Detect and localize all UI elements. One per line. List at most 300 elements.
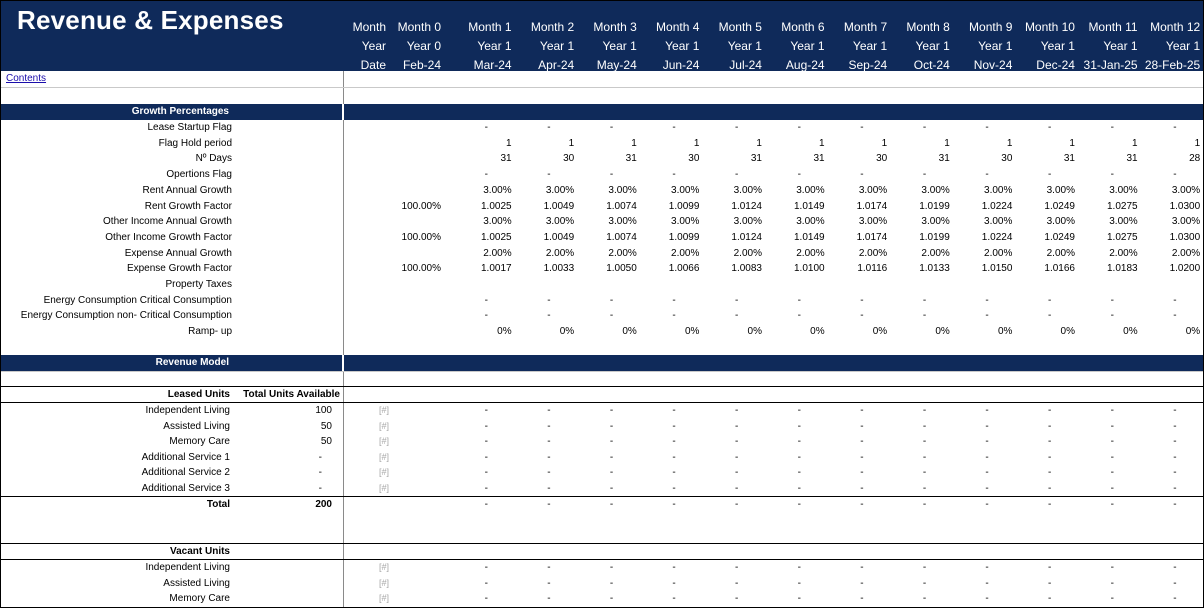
month-value-4: - bbox=[672, 169, 676, 181]
leased-unit-label: Additional Service 1 bbox=[141, 451, 230, 463]
month-value-9: 1.0224 bbox=[981, 231, 1013, 243]
month-value-6: - bbox=[797, 310, 801, 322]
total-month-value-3: - bbox=[609, 499, 614, 510]
month-value-11: 2.00% bbox=[1109, 247, 1138, 259]
growth-row bbox=[1, 136, 1204, 152]
total-month-value-1: - bbox=[484, 499, 488, 510]
input-placeholder[interactable]: [#] bbox=[378, 405, 389, 415]
input-placeholder[interactable]: [#] bbox=[378, 562, 389, 572]
month-value-12: - bbox=[1173, 562, 1177, 573]
month-value-3: - bbox=[609, 169, 614, 181]
month-value-1: - bbox=[484, 593, 488, 605]
header-month-1-m: Month 1 bbox=[468, 20, 512, 34]
header-month-7-d: Sep-24 bbox=[848, 58, 888, 72]
month-value-7: - bbox=[860, 562, 864, 573]
month-value-8: - bbox=[922, 436, 927, 448]
leased-unit-count: 50 bbox=[320, 420, 332, 432]
growth-row bbox=[1, 230, 1204, 246]
month-value-4: - bbox=[672, 467, 676, 479]
month-value-5: - bbox=[735, 593, 739, 605]
month-value-2: 1.0049 bbox=[543, 231, 575, 243]
month-value-7: 0% bbox=[872, 326, 888, 338]
month-value-3: - bbox=[609, 436, 614, 448]
month-value-9: - bbox=[985, 405, 989, 416]
total-month-value-7: - bbox=[860, 499, 864, 510]
input-placeholder[interactable]: [#] bbox=[378, 467, 389, 478]
leased-unit-label: Memory Care bbox=[169, 436, 230, 448]
month-value-1: - bbox=[484, 122, 488, 133]
growth-row-label: Other Income Growth Factor bbox=[105, 231, 232, 243]
month-value-9: 30 bbox=[1001, 153, 1013, 165]
month-value-5: - bbox=[735, 294, 739, 306]
vacant-unit-label: Independent Living bbox=[145, 562, 230, 573]
month-value-7: - bbox=[860, 577, 864, 589]
month-value-12: - bbox=[1173, 169, 1177, 181]
header-month-4-m: Month 4 bbox=[656, 20, 700, 34]
header-month-1-y: Year 1 bbox=[477, 39, 512, 53]
month-value-4: - bbox=[672, 483, 676, 494]
month-value-9: - bbox=[985, 577, 989, 589]
month-value-10: - bbox=[1048, 593, 1052, 605]
month-value-3: 2.00% bbox=[608, 247, 637, 259]
month-value-3: - bbox=[609, 483, 614, 494]
growth-row bbox=[1, 246, 1204, 262]
month-0-value bbox=[344, 136, 441, 152]
month-value-6: 0% bbox=[810, 326, 825, 338]
month-value-1: 1.0017 bbox=[481, 263, 512, 275]
month-value-10: - bbox=[1048, 577, 1052, 589]
month-value-10: - bbox=[1048, 483, 1052, 494]
month-value-12: 1.0300 bbox=[1169, 231, 1201, 243]
header-month-10-m: Month 10 bbox=[1024, 20, 1075, 34]
input-placeholder[interactable]: [#] bbox=[378, 577, 389, 588]
header-month-5-m: Month 5 bbox=[718, 20, 762, 34]
input-placeholder[interactable]: [#] bbox=[378, 451, 389, 462]
month-value-3: - bbox=[609, 562, 614, 573]
month-value-7: 1 bbox=[881, 137, 888, 149]
month-value-7: - bbox=[860, 451, 864, 463]
month-value-8: - bbox=[922, 122, 927, 133]
month-value-12: - bbox=[1173, 122, 1177, 133]
month-value-7: - bbox=[860, 483, 864, 494]
month-value-12: - bbox=[1173, 310, 1177, 322]
month-value-5: - bbox=[735, 451, 739, 463]
month-value-8: - bbox=[922, 169, 927, 181]
input-placeholder[interactable]: [#] bbox=[378, 420, 389, 431]
month-value-5: - bbox=[735, 310, 739, 322]
growth-row-label: Energy Consumption Critical Consumption bbox=[43, 294, 232, 306]
leased-units-header-row bbox=[1, 387, 1204, 403]
total-month-value-8: - bbox=[922, 499, 927, 510]
month-value-8: 31 bbox=[938, 153, 950, 165]
total-units-value: 200 bbox=[315, 499, 332, 510]
growth-row bbox=[1, 151, 1204, 167]
month-value-7: - bbox=[860, 467, 864, 479]
month-value-8: - bbox=[922, 310, 927, 322]
month-value-2: 3.00% bbox=[545, 216, 575, 228]
growth-row-label: Rent Growth Factor bbox=[144, 200, 232, 212]
vacant-units-header-row bbox=[1, 544, 1204, 560]
month-value-9: 3.00% bbox=[984, 184, 1013, 196]
month-value-6: - bbox=[797, 562, 801, 573]
growth-row bbox=[1, 214, 1204, 230]
month-value-5: 31 bbox=[750, 153, 762, 165]
month-value-10: 1 bbox=[1069, 137, 1075, 149]
month-value-2: 1.0049 bbox=[543, 200, 575, 212]
month-value-3: 1 bbox=[631, 137, 637, 149]
section-band-growth bbox=[1, 104, 1204, 120]
growth-row bbox=[1, 324, 1204, 340]
month-value-11: 1.0183 bbox=[1107, 263, 1138, 275]
month-value-4: 2.00% bbox=[671, 247, 700, 259]
month-value-6: 1 bbox=[819, 137, 825, 149]
month-value-8: 3.00% bbox=[921, 184, 950, 196]
growth-row-label: Ramp- up bbox=[188, 326, 232, 338]
month-value-1: 1.0025 bbox=[481, 231, 512, 243]
month-value-3 bbox=[575, 277, 637, 293]
section-title-growth: Growth Percentages bbox=[131, 106, 229, 117]
month-value-11: - bbox=[1110, 294, 1114, 306]
month-value-6: - bbox=[797, 577, 801, 589]
header-month-0-d: Feb-24 bbox=[402, 58, 441, 72]
month-value-5: 1 bbox=[756, 137, 762, 149]
month-value-4: 0% bbox=[684, 326, 700, 338]
header-label-date: Date bbox=[360, 58, 386, 72]
month-value-6 bbox=[763, 277, 825, 293]
month-value-2: - bbox=[547, 483, 551, 494]
total-month-value-11: - bbox=[1110, 499, 1114, 510]
month-value-6: 31 bbox=[813, 153, 825, 165]
month-value-3: - bbox=[609, 593, 614, 605]
month-value-8: - bbox=[922, 562, 927, 573]
input-placeholder[interactable]: [#] bbox=[378, 436, 389, 447]
header-month-0-m: Month 0 bbox=[397, 20, 441, 34]
month-value-9 bbox=[951, 277, 1013, 293]
month-value-2: - bbox=[547, 310, 551, 322]
month-value-10: - bbox=[1048, 405, 1052, 416]
month-value-1: 2.00% bbox=[483, 247, 512, 259]
vacant-unit-row bbox=[1, 576, 1204, 592]
month-value-1: 1.0025 bbox=[481, 200, 512, 212]
month-value-8: - bbox=[922, 467, 927, 479]
month-value-1: - bbox=[484, 436, 488, 448]
month-value-7: - bbox=[860, 122, 864, 133]
contents-link[interactable]: Contents bbox=[6, 73, 47, 84]
month-value-1: 3.00% bbox=[483, 184, 512, 196]
month-value-12: - bbox=[1173, 577, 1177, 589]
month-value-3: 31 bbox=[625, 153, 637, 165]
month-value-11: - bbox=[1110, 122, 1114, 133]
month-value-6: 1.0149 bbox=[794, 231, 825, 243]
leased-unit-count: - bbox=[318, 451, 322, 463]
leased-unit-label: Assisted Living bbox=[163, 420, 230, 432]
month-value-7: 3.00% bbox=[858, 184, 888, 196]
month-value-12: - bbox=[1173, 467, 1177, 479]
month-value-8: 1.0199 bbox=[919, 231, 950, 243]
total-month-value-9: - bbox=[985, 499, 989, 510]
total-month-value-2: - bbox=[547, 499, 551, 510]
header-month-9-m: Month 9 bbox=[969, 20, 1013, 34]
header-month-11-y: Year 1 bbox=[1103, 39, 1138, 53]
month-value-6: - bbox=[797, 122, 801, 133]
month-value-6: 1.0149 bbox=[794, 200, 825, 212]
month-value-4: 1 bbox=[693, 137, 700, 149]
month-value-4: - bbox=[672, 577, 676, 589]
month-value-12: 3.00% bbox=[1171, 184, 1201, 196]
month-value-10: 31 bbox=[1063, 153, 1075, 165]
month-value-10: - bbox=[1048, 562, 1052, 573]
month-value-8: 0% bbox=[935, 326, 950, 338]
leased-unit-label: Additional Service 3 bbox=[141, 483, 230, 494]
header-month-1-d: Mar-24 bbox=[473, 58, 512, 72]
month-0-value bbox=[344, 214, 441, 230]
header-month-8-d: Oct-24 bbox=[913, 58, 950, 72]
growth-row-label: Nº Days bbox=[195, 153, 232, 165]
total-label: Total bbox=[206, 499, 230, 510]
month-value-9: 0% bbox=[997, 326, 1013, 338]
month-value-3: 1.0074 bbox=[606, 200, 637, 212]
month-value-12: 0% bbox=[1185, 326, 1201, 338]
month-value-4: - bbox=[672, 436, 676, 448]
month-value-7: 2.00% bbox=[858, 247, 888, 259]
month-value-12: - bbox=[1173, 436, 1177, 448]
month-value-3: - bbox=[609, 420, 614, 432]
month-0-value: 100.00% bbox=[401, 231, 441, 243]
month-value-10: - bbox=[1048, 420, 1052, 432]
total-month-value-10: - bbox=[1048, 499, 1052, 510]
month-value-8: 1 bbox=[944, 137, 950, 149]
header-month-3-d: May-24 bbox=[596, 58, 637, 72]
month-value-6: - bbox=[797, 467, 801, 479]
growth-row-label: Energy Consumption non- Critical Consumption bbox=[20, 310, 232, 322]
month-0-value bbox=[344, 277, 441, 293]
header-month-10-y: Year 1 bbox=[1040, 39, 1075, 53]
month-value-6: 3.00% bbox=[796, 216, 825, 228]
month-value-11: - bbox=[1110, 405, 1114, 416]
month-0-value bbox=[344, 120, 441, 136]
month-value-11: - bbox=[1110, 310, 1114, 322]
growth-row bbox=[1, 120, 1204, 136]
month-value-2: 1.0033 bbox=[543, 263, 575, 275]
header-month-8-y: Year 1 bbox=[915, 39, 950, 53]
month-value-12: - bbox=[1173, 451, 1177, 463]
month-value-12: 3.00% bbox=[1171, 216, 1201, 228]
page-title: Revenue & Expenses bbox=[17, 5, 284, 35]
month-value-11: - bbox=[1110, 562, 1114, 573]
month-value-5: 1.0124 bbox=[731, 200, 762, 212]
month-value-4: 30 bbox=[688, 153, 700, 165]
month-value-6: - bbox=[797, 169, 801, 181]
month-value-9: - bbox=[985, 436, 989, 448]
month-value-9: 2.00% bbox=[984, 247, 1013, 259]
month-value-11: - bbox=[1110, 577, 1114, 589]
month-value-9: - bbox=[985, 169, 989, 181]
month-value-4: - bbox=[672, 562, 676, 573]
month-value-10: 3.00% bbox=[1046, 216, 1075, 228]
header-label-month: Month bbox=[352, 20, 386, 34]
month-value-5: - bbox=[735, 562, 739, 573]
month-value-5: - bbox=[735, 405, 739, 416]
total-month-value-5: - bbox=[735, 499, 739, 510]
month-value-7: - bbox=[860, 310, 864, 322]
leased-unit-count: 50 bbox=[320, 436, 332, 448]
month-value-2: - bbox=[547, 169, 551, 181]
month-value-7 bbox=[826, 277, 888, 293]
month-value-9: - bbox=[985, 420, 989, 432]
month-value-11: - bbox=[1110, 169, 1114, 181]
header-month-7-y: Year 1 bbox=[852, 39, 888, 53]
month-value-5: - bbox=[735, 420, 739, 432]
header-month-6-d: Aug-24 bbox=[785, 58, 825, 72]
month-value-2: - bbox=[547, 562, 551, 573]
month-value-7: - bbox=[860, 420, 864, 432]
header-month-8-m: Month 8 bbox=[906, 20, 950, 34]
month-value-3: - bbox=[609, 294, 614, 306]
month-value-1: 31 bbox=[500, 153, 512, 165]
month-value-10: 0% bbox=[1060, 326, 1075, 338]
leased-unit-count: - bbox=[318, 467, 322, 479]
month-value-9: - bbox=[985, 562, 989, 573]
month-value-9: - bbox=[985, 467, 989, 479]
month-value-11: 3.00% bbox=[1109, 216, 1138, 228]
total-row bbox=[1, 497, 1204, 513]
month-value-10: - bbox=[1048, 122, 1052, 133]
month-value-11: - bbox=[1110, 451, 1114, 463]
month-value-5: 1.0124 bbox=[731, 231, 762, 243]
month-value-5: 2.00% bbox=[733, 247, 762, 259]
month-value-5: 3.00% bbox=[733, 184, 762, 196]
month-0-value bbox=[344, 293, 441, 309]
growth-row-label: Opertions Flag bbox=[166, 169, 232, 181]
month-value-1: - bbox=[484, 562, 488, 573]
month-value-11: - bbox=[1110, 483, 1114, 494]
month-value-5: - bbox=[735, 577, 739, 589]
month-value-2: 30 bbox=[563, 153, 575, 165]
month-value-5 bbox=[700, 277, 762, 293]
month-value-8: - bbox=[922, 483, 927, 494]
month-value-11: 31 bbox=[1126, 153, 1138, 165]
month-value-12 bbox=[1139, 277, 1201, 293]
month-0-value bbox=[344, 308, 441, 324]
month-value-4 bbox=[638, 277, 700, 293]
growth-row bbox=[1, 261, 1204, 277]
month-value-9: 3.00% bbox=[984, 216, 1013, 228]
month-value-10 bbox=[1013, 277, 1075, 293]
month-value-9: 1.0224 bbox=[981, 200, 1013, 212]
month-value-4: - bbox=[672, 420, 676, 432]
growth-row bbox=[1, 167, 1204, 183]
month-value-10: - bbox=[1048, 436, 1052, 448]
month-value-3: 3.00% bbox=[608, 216, 637, 228]
month-value-1: - bbox=[484, 451, 488, 463]
month-value-11: 3.00% bbox=[1109, 184, 1138, 196]
month-value-4: 1.0099 bbox=[668, 200, 700, 212]
month-value-3: 1.0074 bbox=[606, 231, 637, 243]
month-value-10: - bbox=[1048, 451, 1052, 463]
header-month-6-m: Month 6 bbox=[781, 20, 825, 34]
header-month-0-y: Year 0 bbox=[406, 39, 441, 53]
month-value-8: 1.0199 bbox=[919, 200, 950, 212]
header-month-11-d: 31-Jan-25 bbox=[1083, 58, 1138, 72]
month-value-6: 3.00% bbox=[796, 184, 825, 196]
month-value-11: - bbox=[1110, 436, 1114, 448]
month-value-8: 1.0133 bbox=[919, 263, 950, 275]
total-month-value-12: - bbox=[1173, 499, 1177, 510]
month-0-value bbox=[344, 151, 441, 167]
month-value-12: 1.0300 bbox=[1169, 200, 1201, 212]
month-value-11: - bbox=[1110, 467, 1114, 479]
vacant-unit-row bbox=[1, 591, 1204, 607]
input-placeholder[interactable]: [#] bbox=[378, 593, 389, 604]
month-value-3: - bbox=[609, 122, 614, 133]
month-value-8: - bbox=[922, 420, 927, 432]
month-value-5: 3.00% bbox=[733, 216, 762, 228]
month-0-value bbox=[344, 324, 441, 340]
header-month-12-y: Year 1 bbox=[1165, 39, 1201, 53]
month-value-3: 1.0050 bbox=[606, 263, 637, 275]
month-0-value bbox=[344, 167, 441, 183]
growth-row bbox=[1, 199, 1204, 215]
input-placeholder[interactable]: [#] bbox=[378, 483, 389, 493]
growth-row bbox=[1, 308, 1204, 324]
header-month-9-d: Nov-24 bbox=[973, 58, 1013, 72]
month-value-2: - bbox=[547, 420, 551, 432]
leased-unit-row bbox=[1, 465, 1204, 481]
month-value-4: - bbox=[672, 593, 676, 605]
header-month-9-y: Year 1 bbox=[978, 39, 1013, 53]
header-month-5-y: Year 1 bbox=[727, 39, 762, 53]
growth-row-label: Expense Annual Growth bbox=[124, 247, 232, 259]
month-value-4: - bbox=[672, 122, 676, 133]
leased-units-header: Leased Units bbox=[167, 389, 230, 400]
header-month-10-d: Dec-24 bbox=[1036, 58, 1075, 72]
month-value-9: - bbox=[985, 593, 989, 605]
month-value-10: 3.00% bbox=[1046, 184, 1075, 196]
month-value-12: 1.0200 bbox=[1169, 263, 1201, 275]
month-value-10: 2.00% bbox=[1046, 247, 1075, 259]
growth-row-label: Rent Annual Growth bbox=[142, 184, 232, 196]
month-value-10: - bbox=[1048, 169, 1052, 181]
month-value-12: - bbox=[1173, 420, 1177, 432]
month-value-12: - bbox=[1173, 294, 1177, 306]
month-value-4: - bbox=[672, 310, 676, 322]
month-value-2: - bbox=[547, 405, 551, 416]
month-value-3: - bbox=[609, 467, 614, 479]
vacant-unit-label: Assisted Living bbox=[163, 577, 230, 589]
growth-row-label: Flag Hold period bbox=[158, 137, 232, 149]
month-value-12: 28 bbox=[1189, 153, 1201, 165]
month-value-9: - bbox=[985, 122, 989, 133]
month-value-8: - bbox=[922, 593, 927, 605]
growth-row-label: Property Taxes bbox=[165, 279, 232, 290]
leased-unit-label: Additional Service 2 bbox=[141, 467, 230, 479]
month-value-1: 1 bbox=[506, 137, 512, 149]
month-value-9: 1.0150 bbox=[981, 263, 1013, 275]
leased-unit-row bbox=[1, 450, 1204, 466]
month-value-1: - bbox=[484, 420, 488, 432]
growth-row bbox=[1, 293, 1204, 309]
header-month-2-m: Month 2 bbox=[530, 20, 575, 34]
month-value-1: 3.00% bbox=[483, 216, 512, 228]
month-0-value: 100.00% bbox=[401, 263, 441, 275]
month-value-7: - bbox=[860, 405, 864, 416]
sheet-header bbox=[1, 1, 1204, 71]
month-value-6: 1.0100 bbox=[794, 263, 825, 275]
month-value-8: - bbox=[922, 294, 927, 306]
month-value-10: - bbox=[1048, 467, 1052, 479]
month-value-7: 30 bbox=[876, 153, 888, 165]
month-value-8: - bbox=[922, 577, 927, 589]
